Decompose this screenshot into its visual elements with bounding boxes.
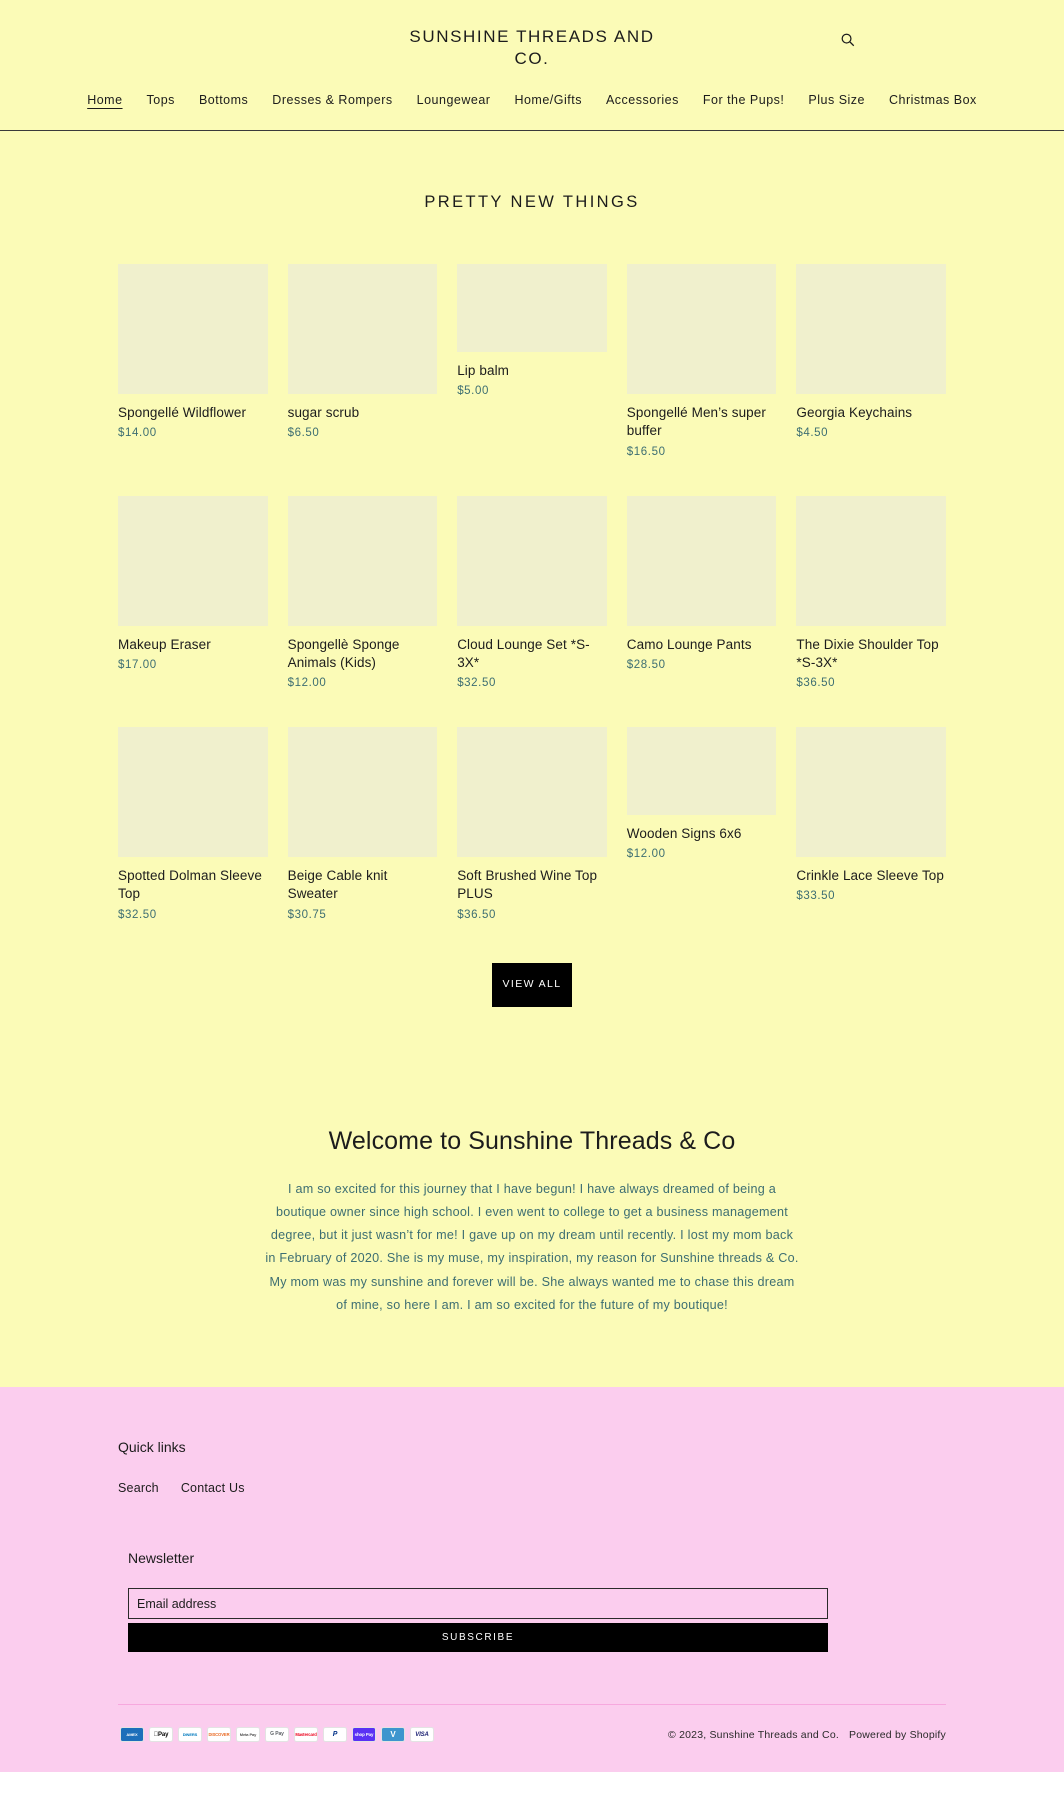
- product-title: Soft Brushed Wine Top PLUS: [457, 868, 598, 902]
- welcome-heading: Welcome to Sunshine Threads & Co: [328, 1126, 736, 1155]
- main-content: [0, 131, 1064, 1387]
- nav-item-plus-size[interactable]: Plus Size: [808, 93, 866, 108]
- discover-icon: DISCOVER: [207, 1727, 231, 1742]
- product-card[interactable]: [118, 264, 268, 439]
- product-title: Makeup Eraser: [118, 636, 211, 652]
- product-price: $6.50: [287, 427, 320, 440]
- product-card[interactable]: [288, 727, 438, 920]
- email-field[interactable]: [128, 1588, 828, 1619]
- visa-icon: VISA: [410, 1727, 434, 1742]
- product-image: [118, 496, 268, 626]
- product-title: Spotted Dolman Sleeve Top: [118, 868, 262, 902]
- bottom-spacer: [0, 1317, 1064, 1387]
- product-title: Lip balm: [457, 363, 510, 379]
- product-price: $5.00: [457, 385, 489, 398]
- product-title: Georgia Keychains: [796, 405, 913, 421]
- nav-item-bottoms[interactable]: Bottoms: [198, 93, 249, 108]
- product-image: [796, 727, 946, 857]
- product-price: $12.00: [287, 677, 327, 690]
- product-title: Cloud Lounge Set *S-3X*: [457, 636, 590, 670]
- product-image: [288, 727, 438, 857]
- product-card[interactable]: [118, 727, 268, 920]
- powered-by-shopify-link[interactable]: Powered by Shopify: [849, 1728, 946, 1741]
- product-title: Spongellè Sponge Animals (Kids): [287, 636, 400, 670]
- product-price: $32.50: [118, 908, 157, 921]
- view-all-wrapper: [0, 959, 1064, 1007]
- newsletter-section: [118, 1495, 946, 1652]
- payment-methods: [118, 1727, 434, 1742]
- nav-item-for-the-pups[interactable]: For the Pups!: [702, 93, 785, 108]
- product-image: [796, 264, 946, 394]
- product-price: $36.50: [796, 677, 836, 690]
- product-price: $14.00: [118, 427, 157, 440]
- venmo-icon: V: [381, 1727, 405, 1742]
- product-image: [118, 264, 268, 394]
- nav-item-tops[interactable]: Tops: [146, 93, 175, 108]
- product-card[interactable]: [288, 496, 438, 689]
- copyright-text: © 2023, Sunshine Threads and Co.: [668, 1728, 839, 1741]
- product-title: Beige Cable knit Sweater: [287, 868, 388, 902]
- welcome-body: I am so excited for this journey that I have begun! I have always dreamed of being a boutique owner since high school. I even went to college to get a business management degree, but it just wasn’t for me! I gave up on my dream until recently. I lost my mom back in February of 2020. She is my muse, my inspiration, my reason for Sunshine threads & Co. My mom was my sunshine and forever will be. She always wanted me to chase this dream of mine, so here I am. I am so excited for the future of my boutique!: [265, 1181, 799, 1312]
- product-title: Spongellé Wildflower: [118, 405, 247, 421]
- product-image: [118, 727, 268, 857]
- product-price: $17.00: [118, 658, 157, 671]
- product-card[interactable]: [627, 496, 777, 671]
- footer-link-search[interactable]: Search: [118, 1481, 159, 1496]
- view-all-button[interactable]: VIEW ALL: [492, 963, 572, 1007]
- page-title: PRETTY NEW THINGS: [424, 193, 640, 212]
- diners-club-icon: DINERS: [178, 1727, 202, 1742]
- product-card[interactable]: [457, 496, 607, 689]
- site-footer: [0, 1387, 1064, 1772]
- mastercard-icon: Mastercard: [294, 1727, 318, 1742]
- product-card[interactable]: [118, 496, 268, 671]
- product-card[interactable]: [457, 727, 607, 920]
- product-card[interactable]: [457, 264, 607, 397]
- product-card[interactable]: [627, 727, 777, 860]
- search-icon[interactable]: [836, 28, 859, 51]
- product-card[interactable]: [627, 264, 777, 457]
- footer-copyright-area: [668, 1729, 946, 1741]
- nav-item-dresses-rompers[interactable]: Dresses & Rompers: [272, 93, 393, 108]
- product-price: $32.50: [457, 677, 496, 690]
- google-pay-icon: G Pay: [265, 1727, 289, 1742]
- product-image: [627, 727, 777, 815]
- product-title: Camo Lounge Pants: [626, 636, 752, 652]
- meta-pay-icon: Meta Pay: [236, 1727, 260, 1742]
- product-card[interactable]: [796, 727, 946, 902]
- site-title[interactable]: SUNSHINE THREADS AND CO.: [409, 27, 655, 69]
- product-image: [288, 264, 438, 394]
- product-title: Wooden Signs 6x6: [626, 826, 742, 842]
- product-price: $12.00: [626, 848, 666, 861]
- footer-bottom-bar: [118, 1704, 946, 1772]
- product-image: [457, 727, 607, 857]
- nav-item-loungewear[interactable]: Loungewear: [416, 93, 491, 108]
- newsletter-heading: Newsletter: [128, 1550, 195, 1567]
- paypal-icon: P: [323, 1727, 347, 1742]
- product-title: The Dixie Shoulder Top *S-3X*: [796, 636, 939, 670]
- main-navigation: [0, 74, 1064, 130]
- product-price: $28.50: [626, 658, 666, 671]
- shop-pay-icon: shop Pay: [352, 1727, 376, 1742]
- subscribe-button[interactable]: SUBSCRIBE: [128, 1623, 828, 1652]
- nav-item-accessories[interactable]: Accessories: [605, 93, 679, 108]
- quick-links-list: [118, 1481, 946, 1495]
- nav-item-christmas-box[interactable]: Christmas Box: [889, 93, 977, 108]
- product-title: Crinkle Lace Sleeve Top: [796, 868, 945, 884]
- product-card[interactable]: [796, 264, 946, 439]
- product-title: sugar scrub: [287, 405, 360, 421]
- nav-item-home-gifts[interactable]: Home/Gifts: [514, 93, 582, 108]
- product-price: $33.50: [796, 890, 836, 903]
- product-image: [288, 496, 438, 626]
- nav-item-home[interactable]: Home: [87, 93, 123, 108]
- product-title: Spongellé Men’s super buffer: [626, 405, 766, 439]
- product-image: [796, 496, 946, 626]
- product-image: [627, 264, 777, 394]
- product-image: [457, 496, 607, 626]
- footer-link-contact-us[interactable]: Contact Us: [180, 1481, 245, 1496]
- header-top-row: [0, 18, 1064, 74]
- american-express-icon: AMEX: [120, 1727, 144, 1742]
- quick-links-heading: Quick links: [118, 1439, 186, 1456]
- product-image: [627, 496, 777, 626]
- product-price: $4.50: [796, 427, 829, 440]
- product-price: $16.50: [626, 445, 666, 458]
- apple-pay-icon: Pay: [149, 1727, 173, 1742]
- product-image: [457, 264, 607, 352]
- welcome-section: [0, 1007, 1064, 1318]
- product-price: $36.50: [457, 908, 496, 921]
- site-header: [0, 0, 1064, 131]
- product-price: $30.75: [287, 908, 327, 921]
- product-card[interactable]: [288, 264, 438, 439]
- product-grid: [0, 212, 1064, 958]
- product-card[interactable]: [796, 496, 946, 689]
